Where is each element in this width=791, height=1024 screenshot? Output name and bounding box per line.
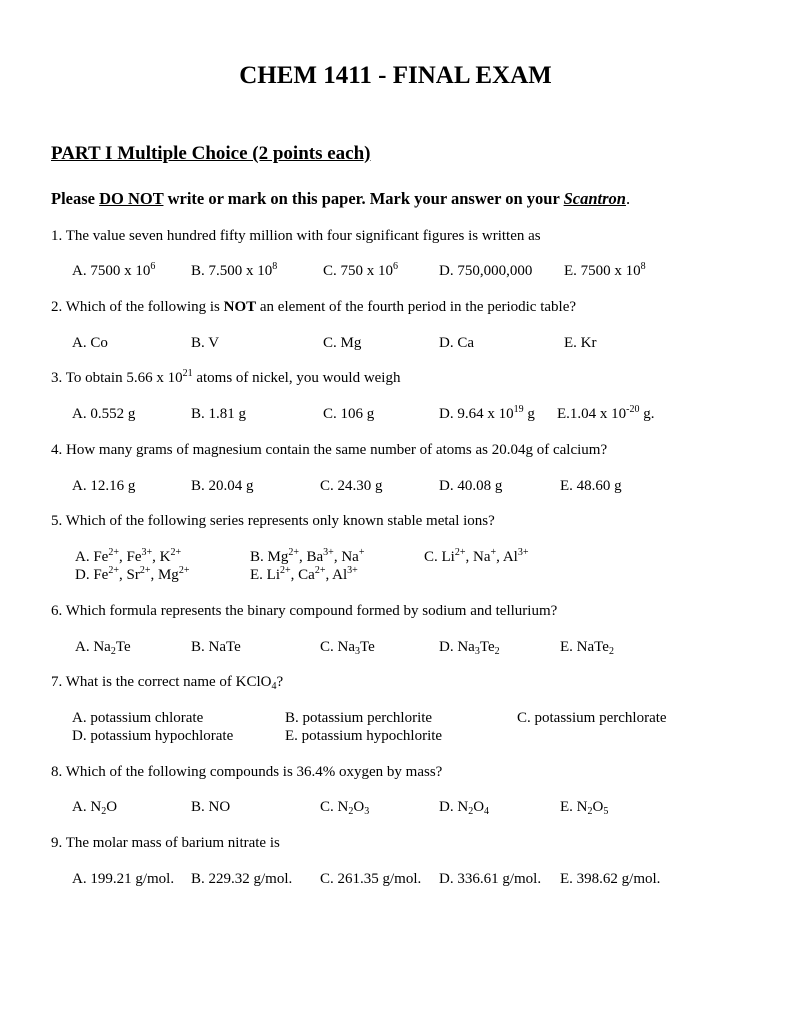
question-9-option-e: E. 398.62 g/mol.: [560, 871, 661, 887]
question-7-option-d: D. potassium hypochlorate: [72, 728, 234, 744]
question-2-option-c: C. Mg: [323, 335, 362, 351]
question-6-option-b: B. NaTe: [191, 639, 241, 655]
question-7-option-c: C. potassium perchlorate: [517, 710, 667, 726]
question-5-option-a: A. $Fe^{2+}$, $Fe^{3+}$, $K^{2+}$: [75, 547, 182, 565]
question-9-stem: 9. The molar mass of barium nitrate is: [51, 835, 280, 851]
question-1-option-b: B. 7.500 x $10^8$: [191, 261, 278, 279]
question-3-stem: 3. To obtain 5.66 x $10^{21}$ atoms of nickel, you would weigh: [51, 368, 401, 386]
question-6-option-e: E. NaTe$_2$: [560, 639, 614, 657]
question-8-option-b: B. NO: [191, 799, 231, 815]
instructions-period: .: [625, 189, 631, 208]
question-4-option-a: A. 12.16 g: [72, 478, 136, 494]
question-1-option-c: C. 750 x $10^6$: [323, 261, 399, 279]
question-3-option-a: A. 0.552 g: [72, 406, 136, 422]
question-6-stem: 6. Which formula represents the binary compound formed by sodium and tellurium?: [51, 603, 558, 619]
question-5-stem: 5. Which of the following series represents only known stable metal ions?: [51, 513, 495, 529]
question-1-option-e: E. 7500 x $10^8$: [564, 261, 646, 279]
question-3-option-b: B. 1.81 g: [191, 406, 247, 422]
question-6-option-a: A. $Na_2Te$: [75, 639, 131, 657]
instructions: [51, 189, 630, 209]
question-3-option-d: D. 9.64 x $10^{19}$ g: [439, 404, 535, 422]
question-9-option-b: B. 229.32 g/mol.: [191, 871, 293, 887]
exam-title: CHEM 1411 - FINAL EXAM: [239, 62, 552, 89]
instructions-middle: write or mark on this paper. Mark your answer on your: [163, 189, 564, 208]
question-2-stem-emphasis: NOT: [223, 299, 257, 315]
question-9-option-d: D. 336.61 g/mol.: [439, 871, 542, 887]
question-9-option-c: C. 261.35 g/mol.: [320, 871, 422, 887]
question-8-option-c: C. $N_2O_3$: [320, 799, 370, 817]
question-8-option-e: E. $N_2O_5$: [560, 799, 609, 817]
part-heading: PART I Multiple Choice (2 points each): [51, 143, 371, 164]
question-7-option-b: B. potassium perchlorite: [285, 710, 433, 726]
question-4-stem: 4. How many grams of magnesium contain the same number of atoms as 20.04g of calcium?: [51, 442, 608, 458]
question-6-option-d: D. $Na_3Te_2$: [439, 639, 500, 657]
question-7-option-a: A. potassium chlorate: [72, 710, 204, 726]
question-3-option-e: E.1.04 x $10^{-20}$ g.: [557, 404, 655, 422]
question-6-option-c: C. $Na_3Te$: [320, 639, 375, 657]
question-7-stem: 7. What is the correct name of KClO$_4$?: [51, 674, 284, 692]
instructions-scantron: Scantron: [563, 189, 626, 208]
question-2-stem-pre: 2. Which of the following is: [51, 299, 224, 315]
question-4-option-d: D. 40.08 g: [439, 478, 503, 494]
instructions-do-not: DO NOT: [99, 189, 164, 208]
question-5-option-c: C. $Li^{2+}$, Na+, $Al^{3+}$: [424, 547, 529, 565]
question-2-option-a: A. Co: [72, 335, 108, 351]
question-3-option-c: C. 106 g: [323, 406, 375, 422]
question-1-stem: 1. The value seven hundred fifty million with four significant figures is written as: [51, 228, 541, 244]
question-1-option-a: A. 7500 x $10^6$: [72, 261, 156, 279]
question-9-option-a: A. 199.21 g/mol.: [72, 871, 175, 887]
question-2-stem-post: an element of the fourth period in the periodic table?: [256, 299, 577, 315]
question-4-option-e: E. 48.60 g: [560, 478, 622, 494]
question-5-option-b: B. $Mg^{2+}$, $Ba^{3+}$, Na+: [250, 547, 365, 565]
question-5-option-e: E. $Li^{2+}$, $Ca^{2+}$, $Al^{3+}$: [250, 565, 358, 583]
question-4-option-c: C. 24.30 g: [320, 478, 383, 494]
question-8-stem: 8. Which of the following compounds is 36.4% oxygen by mass?: [51, 764, 443, 780]
question-2-option-d: D. Ca: [439, 335, 474, 351]
instructions-prefix: Please: [51, 189, 100, 208]
question-5-option-d: D. $Fe^{2+}$, $Sr^{2+}$, $Mg^{2+}$: [75, 565, 190, 583]
question-2-stem: [51, 299, 576, 316]
question-2-option-e: E. Kr: [564, 335, 597, 351]
question-8-option-a: A. $N_2O$: [72, 799, 118, 817]
question-2-option-b: B. V: [191, 335, 220, 351]
question-8-option-d: D. $N_2O_4$: [439, 799, 490, 817]
question-4-option-b: B. 20.04 g: [191, 478, 254, 494]
question-1-option-d: D. 750,000,000: [439, 263, 533, 279]
question-7-option-e: E. potassium hypochlorite: [285, 728, 443, 744]
